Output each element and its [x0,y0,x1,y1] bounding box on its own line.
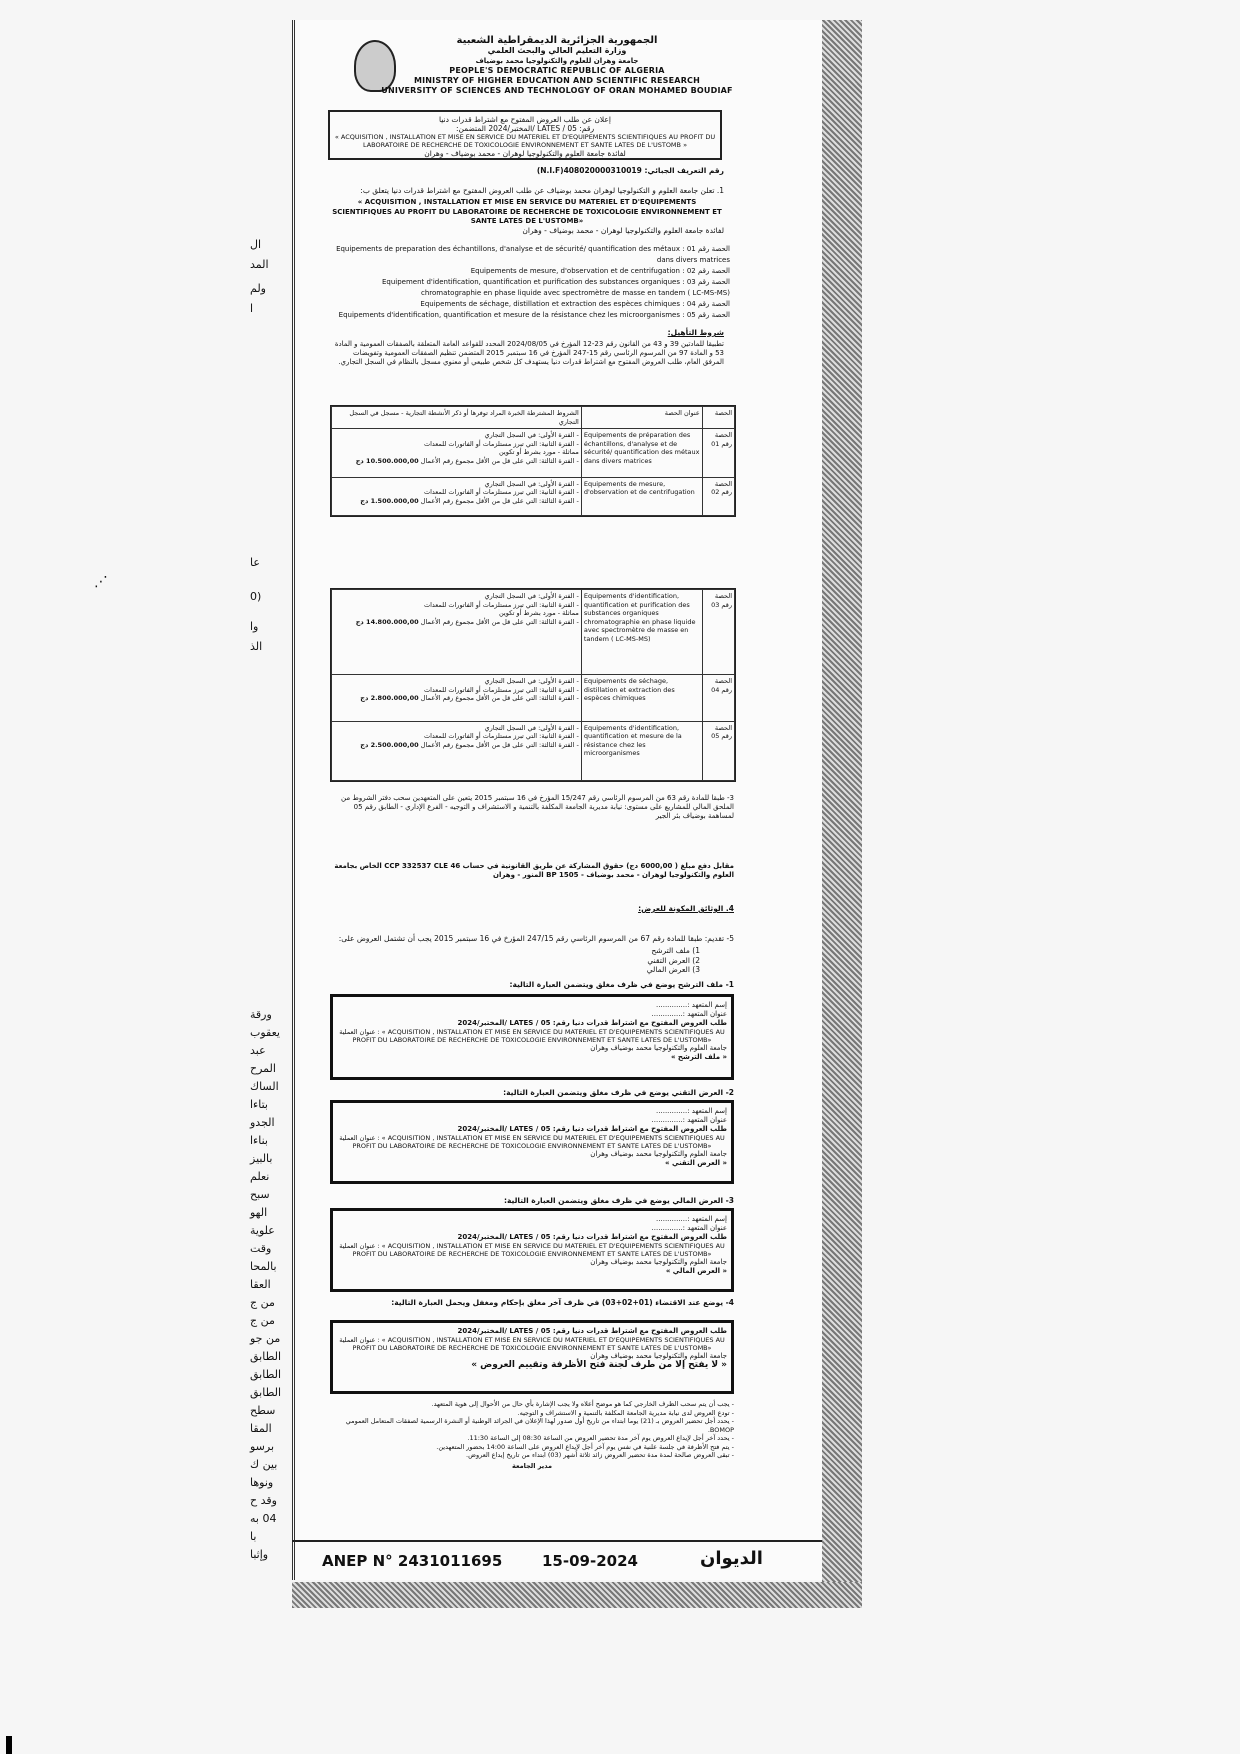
env-univ: جامعة العلوم والتكنولوجيا محمد بوضياف وهران [590,1150,727,1158]
side-column-fragment: يعقوب [250,1026,280,1039]
intro-ar: 1. تعلن جامعة العلوم و التكنولوجيا لوهران محمد بوضياف عن طلب العروض المفتوح مع اشتراط قدرات دنيا يتعلق ب: [360,186,724,195]
cond-line: - الفترة الثالثة: التي على قل من الأقل مجموع رقم الأعمال [420,456,579,465]
table-row-lot: الحصة رقم 03 [702,590,734,675]
table-row-cond [332,721,582,780]
env-body: « ACQUISITION , INSTALLATION ET MISE EN SERVICE DU MATERIEL ET D'EQUIPEMENTS SCIENTIFIQUES AU PROFIT DU LABORATOIRE DE RECHERCHE DE TOXICOLOGIE ENVIRONNEMENT ET SANTE LATES DE L'USTOMB» [352,1134,725,1150]
offer-parts [520,946,700,975]
cond-line: - الفترة الأولى: في السجل التجاري [484,431,579,439]
closing-bullet: - يتم فتح الأظرفة في جلسة علنية في نفس يوم آخر أجل لإيداع العروض على الساعة 14:00 بحضور المتعهدين. [436,1442,734,1451]
closing-bullet: - تودع العروض لدى نيابة مديرية الجامعة المكلفة بالتنمية و الاستشراف و التوجيه. [517,1408,734,1417]
header-en-line3: UNIVERSITY OF SCIENCES AND TECHNOLOGY OF ORAN MOHAMED BOUDIAF [381,86,733,95]
header-ar-line3: جامعة وهران للعلوم والتكنولوجيا محمد بوضياف [475,57,639,65]
anep-number: ANEP N° 2431011695 [322,1552,503,1570]
env-univ: جامعة العلوم والتكنولوجيا محمد بوضياف وهران [590,1352,727,1360]
side-column-fragment: سبح [250,1188,270,1201]
table-row-title: Equipements de mesure, d'observation et de centrifugation [581,477,702,515]
table-header-title: عنوان الحصة [581,407,702,429]
closing-bullet: - يجب أن يتم سحب الظرف الخارجي كما هو موضح أعلاه ولا يجب الإشارة بأي حال من الأحوال إلى هوية المتعهد. [431,1400,734,1408]
closing-bullets [330,1400,734,1470]
lot-amount: 2.500.000,00 دج [360,740,419,749]
signature: مدير الجامعة [512,1461,552,1470]
cond-line: - الفترة الثانية: التي تبرز مستلزمات أو الفاتورات للمعدات [423,600,579,609]
env-ref: طلب العروض المفتوح مع اشتراط قدرات دنيا رقم: 05 / LATES /المختبر/2024 [457,1125,727,1133]
scan-edge-hatch-bottom [292,1582,862,1608]
closing-bullet: - يحدد أجل تحضير العروض بـ (21) يوما ابتداء من تاريخ أول صدور لهذا الإعلان في الجرائد الوطنية أو النشرة الرسمية لصفقات المتعامل العمومي BOMOP. [345,1417,734,1434]
envelope-intro: 3- العرض المالي يوضع في ظرف مغلق ويتضمن العبارة التالية: [503,1196,734,1205]
title-ar-line3: لفائدة جامعة العلوم والتكنولوجيا لوهران - محمد بوضياف - وهران [424,149,626,158]
env-address: عنوان المتعهد :.............. [651,1010,727,1018]
table-row-title: Equipements de préparation des échantillons, d'analyse et de sécurité/ quantification des métaux dans divers matrices [581,429,702,478]
intro-ar2: لفائدة جامعة العلوم والتكنولوجيا لوهران - محمد بوضياف - وهران [522,226,724,235]
cond-line: - الفترة الثالثة: التي على قل من الأقل مجموع رقم الأعمال [420,694,579,703]
side-column-fragment: بتاءا [250,1098,268,1111]
side-column-fragment: برسو [250,1440,275,1453]
side-column-fragment: ال [250,238,262,251]
side-column-fragment: (0 [250,590,262,603]
side-column-fragment: الجدو [250,1116,275,1129]
env-univ: جامعة العلوم والتكنولوجيا محمد بوضياف وهران [590,1258,727,1266]
ccp-text: مقابل دفع مبلغ ( 6000,00 دج) حقوق المشاركة عن طريق القانونية في حساب CCP 332537 CLE 46 الخاص بجامعة العلوم والتكنولوجيا لوهران - محمد بوضياف - BP 1505 المنور - وهران [334,862,734,879]
env-body: « ACQUISITION , INSTALLATION ET MISE EN SERVICE DU MATERIEL ET D'EQUIPEMENTS SCIENTIFIQUES AU PROFIT DU LABORATOIRE DE RECHERCHE DE TOXICOLOGIE ENVIRONNEMENT ET SANTE LATES DE L'USTOMB» [352,1336,725,1352]
env-kind: « العرض التقني » [665,1159,727,1167]
side-column-fragment: وقد ح [250,1494,277,1507]
cond-line: - الفترة الثانية: التي تبرز مستلزمات أو الفاتورات للمعدات [423,732,579,741]
title-ar-line2: رقم: LATES / 05 /المختبر/2024 المتضمن: [455,124,595,133]
envelope-label-box [330,1100,734,1184]
side-column-fragment: الطابق [250,1386,282,1399]
side-column-fragment: عبد [250,1044,266,1057]
env-label: عنوان العملية : [339,1242,380,1250]
adjacent-column-strip [232,20,294,1580]
envelope-intro: 1- ملف الترشح يوضع في ظرف مغلق ويتضمن العبارة التالية: [509,980,734,989]
cond-line: - الفترة الثالثة: التي على قل من الأقل مجموع رقم الأعمال [420,496,579,505]
env-label: عنوان العملية : [339,1028,380,1036]
newspaper-logo: الديوان [700,1548,763,1569]
cond-line: - الفترة الأولى: في السجل التجاري [484,592,579,600]
header-en-line2: MINISTRY OF HIGHER EDUCATION AND SCIENTIFIC RESEARCH [413,76,701,85]
lot-item: الحصة رقم 03 : Equipement d'identification, quantification et purification des substances organiques chromatographie en phase liquide avec spectromètre de masse en tandem ( LC-MS-MS) [381,278,730,297]
side-column-fragment: 04 به [250,1512,277,1525]
side-column-fragment: الطابق [250,1350,282,1363]
cond-line: - الفترة الثانية: التي تبرز مستلزمات أو الفاتورات للمعدات [423,439,579,448]
tax-id: رقم التعريف الجبائي: 408020000310019(N.I.F) [536,166,724,175]
side-column-fragment: علوية [250,1224,275,1237]
table-row-title: Equipements d'identification, quantification et mesure de la résistance chez les microorganismes [581,721,702,780]
side-column-fragment: وقت [250,1242,272,1255]
side-column-fragment: ونوها [250,1476,274,1489]
cond-line: مماثلة - مورد بشرط أو تكوين [498,448,579,456]
envelope-intro: 4- يوضع عند الاقتضاء (01+02+03) في ظرف آخر مغلق بإحكام ومغفل ويحمل العبارة التالية: [391,1298,734,1307]
lots-table-part1 [330,405,736,517]
table-row-title: Equipements d'identification, quantification et purification des substances organiques chromatographie en phase liquide avec spectromètre de masse en tandem ( LC-MS-MS) [581,590,702,675]
envelope-label-box [330,994,734,1080]
side-column-fragment: با [250,1530,257,1543]
side-column-fragment: ورقة [250,1008,272,1021]
side-column-fragment: ا [250,302,254,315]
side-column-fragment: الذ [250,640,263,653]
env-body: « ACQUISITION , INSTALLATION ET MISE EN SERVICE DU MATERIEL ET D'EQUIPEMENTS SCIENTIFIQUES AU PROFIT DU LABORATOIRE DE RECHERCHE DE TOXICOLOGIE ENVIRONNEMENT ET SANTE LATES DE L'USTOMB» [352,1028,725,1044]
closing-bullet: - تبقى العروض صالحة لمدة مدة تحضير العروض زائد ثلاثة أشهر (03) ابتداء من تاريخ إيداع العروض. [466,1451,734,1459]
table-row-cond [332,675,582,721]
section5-text: 5- تقديم: طبقا للمادة رقم 67 من المرسوم الرئاسي رقم 247/15 المؤرخ في 16 سبتمبر 2015 يجب أن تشتمل العروض على: [338,934,734,943]
table-row-lot: الحصة رقم 05 [702,721,734,780]
notice-title-box [328,110,722,160]
env-kind: « العرض المالي » [665,1267,727,1275]
conditions-title: شروط التأهيل: [667,328,724,337]
publication-date: 15-09-2024 [542,1552,638,1570]
side-column-fragment: بالبيز [250,1152,273,1165]
side-column-fragment: من ج [250,1296,275,1309]
env-address: عنوان المتعهد :.............. [651,1224,727,1232]
section3-text: 3- طبقا للمادة رقم 63 من المرسوم الرئاسي رقم 15/247 المؤرخ في 16 سبتمبر 2015 يتعين على المتعهدين سحب دفتر الشروط من الملحق المالي للمشاريع على مستوى: نيابة مديرية الجامعة المكلفة بالتنمية و الاستشراف و التوجيه - الفرع الإداري - الطابق رقم 05 لمساهمة بوضياف بئر الجير [341,794,734,820]
env-ref: طلب العروض المفتوح مع اشتراط قدرات دنيا رقم: 05 / LATES /المختبر/2024 [457,1327,727,1335]
table-header-lot: الحصة [702,407,734,429]
title-fr-line: « ACQUISITION , INSTALLATION ET MISE EN SERVICE DU MATERIEL ET D'EQUIPEMENTS SCIENTIFIQUES AU PROFIT DU LABORATOIRE DE RECHERCHE DE TOXICOLOGIE ENVIRONNEMENT ET SANTE LATES DE L'USTOMB » [334,133,716,149]
conditions-text: تطبيقا للمادتين 39 و 43 من القانون رقم 23-12 المؤرخ في 2024/08/05 المحدد للقواعد العامة المتعلقة بالصفقات العمومية و المادة 53 و المادة 97 من المرسوم الرئاسي رقم 15-247 المؤرخ في 16 سبتمبر 2015 المتضمن تنظيم الصفقات العمومية وتفويضات المرفق العام، طلب العروض المفتوح مع اشتراط قدرات دنيا يستهدف كل شخص طبيعي أو معنوي مسجل بالنظام في السجل التجاري. [334,340,724,366]
envelope-intro: 2- العرض التقني يوضع في ظرف مغلق ويتضمن العبارة التالية: [503,1088,734,1097]
side-column-fragment: الطابق [250,1368,282,1381]
cond-line: - الفترة الثانية: التي تبرز مستلزمات أو الفاتورات للمعدات [423,685,579,694]
letterhead [300,36,814,96]
header-ar-line1: الجمهورية الجزائرية الديمقراطية الشعبية [456,35,658,46]
side-column-fragment: من جو [250,1332,281,1345]
side-column-fragment: بناءا [250,1134,268,1147]
table-row-lot: الحصة رقم 02 [702,477,734,515]
table-row-lot: الحصة رقم 01 [702,429,734,478]
side-column-fragment: المقا [250,1422,272,1435]
cond-line: - الفترة الأولى: في السجل التجاري [484,479,579,488]
section4-title: 4. الوثائق المكونة للعرض: [638,904,734,913]
table-row-cond [332,477,582,515]
env-ref: طلب العروض المفتوح مع اشتراط قدرات دنيا رقم: 05 / LATES /المختبر/2024 [457,1019,727,1027]
cond-line: - الفترة الثالثة: التي على قل من الأقل مجموع رقم الأعمال [420,617,579,626]
side-column-fragment: الساك [250,1080,279,1093]
env-label: عنوان العملية : [339,1336,380,1344]
lot-amount: 1.500.000,00 دج [360,496,419,505]
cond-line: - الفترة الأولى: في السجل التجاري [484,723,579,732]
side-column-fragment: العقا [250,1278,271,1291]
side-column-fragment: عا [250,556,260,569]
env-kind: « ملف الترشح » [670,1053,727,1061]
cond-line: - الفترة الثانية: التي تبرز مستلزمات أو الفاتورات للمعدات [423,488,579,497]
table-row-cond [332,429,582,478]
side-column-fragment: ولم [250,282,266,295]
table-row-lot: الحصة رقم 04 [702,675,734,721]
side-column-fragment: المرح [250,1062,276,1075]
envelope-label-box [330,1320,734,1394]
header-ar-line2: وزارة التعليم العالي والبحث العلمي [487,46,627,55]
cond-line: مماثلة - مورد بشرط أو تكوين [498,609,579,617]
cond-line: - الفترة الثالثة: التي على قل من الأقل مجموع رقم الأعمال [420,740,579,749]
cond-line: - الفترة الأولى: في السجل التجاري [484,677,579,686]
env-univ: جامعة العلوم والتكنولوجيا محمد بوضياف وهران [590,1044,727,1052]
scan-corner-mark [6,1736,12,1754]
lots-table-part2 [330,588,736,782]
lot-item: الحصة رقم 05 : Equipements d'identification, quantification et mesure de la résistance chez les microorganismes [338,311,730,319]
closing-bullet: - يحدد آخر أجل لإيداع العروض يوم آخر مدة تحضير العروض من الساعة 08:30 إلى الساعة 11:30. [467,1434,734,1442]
side-column-fragment: وا [250,620,259,633]
env-address: عنوان المتعهد :.............. [651,1116,727,1124]
envelope-label-box [330,1208,734,1292]
offer-part: 3) العرض المالي [646,965,700,974]
side-column-fragment: سطح [250,1404,276,1417]
lot-amount: 10.500.000,00 دج [355,456,419,465]
env-name: إسم المتعهد :.............. [656,1215,727,1223]
lot-amount: 2.800.000,00 دج [360,694,419,703]
env-ref: طلب العروض المفتوح مع اشتراط قدرات دنيا رقم: 05 / LATES /المختبر/2024 [457,1233,727,1241]
side-column-fragment: الهو [250,1206,268,1219]
env-kind: « لا يفتح إلا من طرف لجنة فتح الأظرفة وتقييم العروض » [471,1360,727,1370]
side-column-fragment: المد [250,258,269,271]
side-column-fragment: من ج [250,1314,275,1327]
side-column-fragment: نعلم [250,1170,270,1183]
table-header-cond: الشروط المشترطة الخبرة المراد توفرها أو ذكر الأنشطة التجارية - مسجل في السجل التجاري [332,407,582,429]
lot-item: الحصة رقم 04 : Equipements de séchage, distillation et extraction des espèces chimiques [420,300,730,308]
offer-part: 2) العرض التقني [647,955,700,965]
notice-footer [292,1540,822,1578]
offer-part: 1) ملف الترشح [651,946,700,955]
side-column-fragment: وإثبا [250,1548,269,1561]
lots-list [330,244,730,321]
side-column-fragment: بين ك [250,1458,278,1471]
pen-mark: ⋰ [94,574,108,590]
lot-item: الحصة رقم 02 : Equipements de mesure, d'observation et de centrifugation [470,267,730,275]
lot-item: الحصة رقم 01 : Equipements de preparation des échantillons, d'analyse et de sécurité/ quantification des métaux dans divers matrices [336,245,730,264]
env-name: إسم المتعهد :.............. [656,1107,727,1115]
scan-edge-hatch [822,20,862,1582]
lot-amount: 14.800.000,00 دج [355,617,419,626]
env-body: « ACQUISITION , INSTALLATION ET MISE EN SERVICE DU MATERIEL ET D'EQUIPEMENTS SCIENTIFIQUES AU PROFIT DU LABORATOIRE DE RECHERCHE DE TOXICOLOGIE ENVIRONNEMENT ET SANTE LATES DE L'USTOMB» [352,1242,725,1258]
header-en-line1: PEOPLE'S DEMOCRATIC REPUBLIC OF ALGERIA [449,66,665,75]
title-ar-line1: إعلان عن طلب العروض المفتوح مع اشتراط قدرات دنيا [439,115,611,124]
env-label: عنوان العملية : [339,1134,380,1142]
intro-fr: « ACQUISITION , INSTALLATION ET MISE EN SERVICE DU MATERIEL ET D'EQUIPEMENTS SCIENTIFIQUES AU PROFIT DU LABORATOIRE DE RECHERCHE DE TOXICOLOGIE ENVIRONNEMENT ET SANTE LATES DE L'USTOMB» [332,198,722,225]
side-column-fragment: بالمحا [250,1260,277,1273]
table-row-title: Equipements de séchage, distillation et extraction des espèces chimiques [581,675,702,721]
table-row-cond [332,590,582,675]
env-name: إسم المتعهد :.............. [656,1001,727,1009]
